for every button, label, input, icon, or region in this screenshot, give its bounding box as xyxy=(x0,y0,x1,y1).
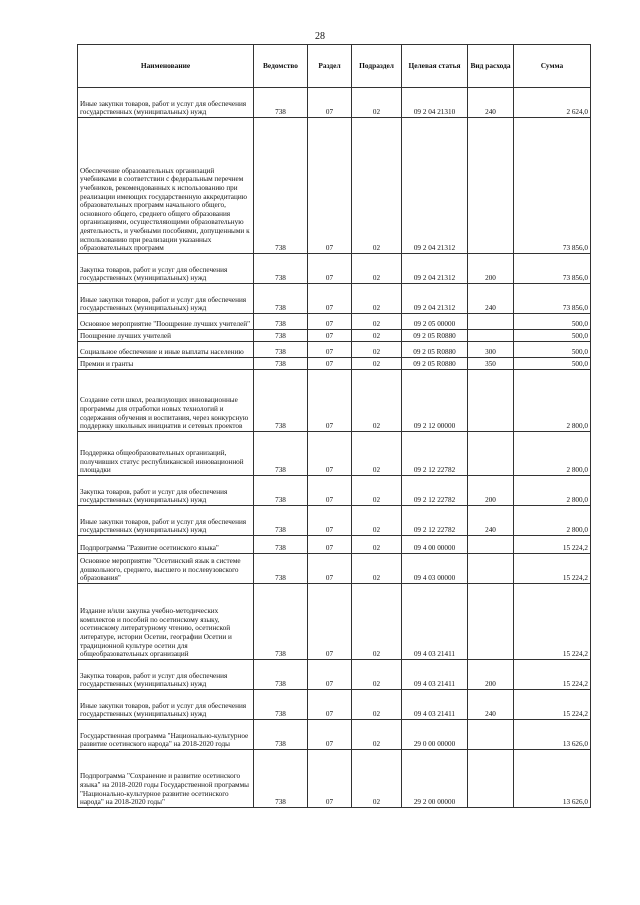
cell-sum: 2 800,0 xyxy=(514,432,591,476)
budget-table xyxy=(77,44,591,808)
cell-target: 09 2 04 21312 xyxy=(402,118,468,254)
cell-dept: 738 xyxy=(254,370,308,432)
cell-subsection: 02 xyxy=(352,254,402,284)
cell-target: 09 2 04 21310 xyxy=(402,88,468,118)
cell-sum: 13 626,0 xyxy=(514,720,591,750)
cell-target: 09 2 05 R0880 xyxy=(402,342,468,358)
cell-section: 07 xyxy=(308,750,352,808)
cell-name: Обеспечение образовательных организаций учебниками в соответствии с федеральным перечнем учебников, рекомендованных к использованию при реализации имеющих государственную аккредитацию образовательных программ начального общего, основного общего, среднего общего образования организациями, осуществляющими образовательную деятельность, и учебными пособиями, допущенными к использованию при реализации указанных образовательных программ xyxy=(78,118,254,254)
cell-subsection: 02 xyxy=(352,118,402,254)
cell-name: Иные закупки товаров, работ и услуг для обеспечения государственных (муниципальных) нужд xyxy=(78,506,254,536)
cell-dept: 738 xyxy=(254,118,308,254)
cell-dept: 738 xyxy=(254,330,308,342)
cell-type xyxy=(468,584,514,660)
cell-subsection: 02 xyxy=(352,476,402,506)
cell-subsection: 02 xyxy=(352,536,402,554)
cell-target: 09 2 12 22782 xyxy=(402,476,468,506)
cell-dept: 738 xyxy=(254,358,308,370)
cell-subsection: 02 xyxy=(352,358,402,370)
cell-dept: 738 xyxy=(254,88,308,118)
cell-section: 07 xyxy=(308,254,352,284)
cell-section: 07 xyxy=(308,476,352,506)
cell-target: 09 4 03 21411 xyxy=(402,584,468,660)
cell-name: Основное мероприятие "Осетинский язык в системе дошкольного, среднего, высшего и послевузовского образования" xyxy=(78,554,254,584)
table-row xyxy=(78,476,591,506)
cell-name: Иные закупки товаров, работ и услуг для обеспечения государственных (муниципальных) нужд xyxy=(78,88,254,118)
cell-target: 09 4 03 21411 xyxy=(402,690,468,720)
table-row xyxy=(78,750,591,808)
cell-type: 240 xyxy=(468,506,514,536)
cell-subsection: 02 xyxy=(352,432,402,476)
table-row xyxy=(78,370,591,432)
cell-dept: 738 xyxy=(254,690,308,720)
cell-section: 07 xyxy=(308,88,352,118)
header-section: Раздел xyxy=(308,45,352,88)
cell-dept: 738 xyxy=(254,506,308,536)
cell-target: 09 4 00 00000 xyxy=(402,536,468,554)
header-target: Целевая статья xyxy=(402,45,468,88)
cell-target: 09 4 03 21411 xyxy=(402,660,468,690)
cell-sum: 2 624,0 xyxy=(514,88,591,118)
cell-section: 07 xyxy=(308,118,352,254)
table-row xyxy=(78,506,591,536)
cell-type: 240 xyxy=(468,88,514,118)
table-row xyxy=(78,432,591,476)
cell-sum: 73 856,0 xyxy=(514,284,591,314)
cell-name: Иные закупки товаров, работ и услуг для обеспечения государственных (муниципальных) нужд xyxy=(78,284,254,314)
cell-target: 29 2 00 00000 xyxy=(402,750,468,808)
cell-section: 07 xyxy=(308,358,352,370)
cell-name: Иные закупки товаров, работ и услуг для обеспечения государственных (муниципальных) нужд xyxy=(78,690,254,720)
cell-sum: 500,0 xyxy=(514,330,591,342)
cell-subsection: 02 xyxy=(352,506,402,536)
cell-sum: 15 224,2 xyxy=(514,584,591,660)
cell-target: 09 4 03 00000 xyxy=(402,554,468,584)
table-row xyxy=(78,118,591,254)
cell-target: 09 2 04 21312 xyxy=(402,284,468,314)
cell-dept: 738 xyxy=(254,254,308,284)
cell-dept: 738 xyxy=(254,720,308,750)
header-subsection: Подраздел xyxy=(352,45,402,88)
header-name: Наименование xyxy=(78,45,254,88)
cell-type xyxy=(468,750,514,808)
table-row xyxy=(78,254,591,284)
cell-sum: 15 224,2 xyxy=(514,660,591,690)
cell-sum: 2 800,0 xyxy=(514,506,591,536)
table-body xyxy=(78,88,591,808)
cell-sum: 500,0 xyxy=(514,314,591,330)
cell-name: Издание и/или закупка учебно-методических комплектов и пособий по осетинскому языку, осетинскому литературному чтению, осетинской литературе, истории Осетии, географии Осетии и традиционной культуре осетин для общеобразовательных организаций xyxy=(78,584,254,660)
cell-name: Поддержка общеобразовательных организаций, получивших статус республиканской инновационной площадки xyxy=(78,432,254,476)
cell-sum: 13 626,0 xyxy=(514,750,591,808)
cell-section: 07 xyxy=(308,660,352,690)
cell-name: Социальное обеспечение и иные выплаты населению xyxy=(78,342,254,358)
cell-subsection: 02 xyxy=(352,284,402,314)
cell-sum: 15 224,2 xyxy=(514,536,591,554)
cell-type: 200 xyxy=(468,660,514,690)
cell-sum: 15 224,2 xyxy=(514,690,591,720)
cell-dept: 738 xyxy=(254,660,308,690)
cell-type: 200 xyxy=(468,476,514,506)
cell-dept: 738 xyxy=(254,432,308,476)
cell-type: 300 xyxy=(468,342,514,358)
cell-sum: 15 224,2 xyxy=(514,554,591,584)
cell-dept: 738 xyxy=(254,750,308,808)
cell-dept: 738 xyxy=(254,554,308,584)
cell-type xyxy=(468,720,514,750)
cell-subsection: 02 xyxy=(352,554,402,584)
cell-sum: 73 856,0 xyxy=(514,118,591,254)
table-row xyxy=(78,720,591,750)
cell-section: 07 xyxy=(308,432,352,476)
cell-target: 09 2 12 22782 xyxy=(402,506,468,536)
cell-target: 09 2 04 21312 xyxy=(402,254,468,284)
cell-type xyxy=(468,432,514,476)
table-row xyxy=(78,314,591,330)
table-row xyxy=(78,660,591,690)
cell-subsection: 02 xyxy=(352,660,402,690)
table-row xyxy=(78,554,591,584)
cell-name: Закупка товаров, работ и услуг для обеспечения государственных (муниципальных) нужд xyxy=(78,254,254,284)
cell-subsection: 02 xyxy=(352,330,402,342)
table-row xyxy=(78,342,591,358)
cell-type xyxy=(468,330,514,342)
header-sum: Сумма xyxy=(514,45,591,88)
table-row xyxy=(78,330,591,342)
cell-type xyxy=(468,314,514,330)
table-row xyxy=(78,88,591,118)
cell-dept: 738 xyxy=(254,314,308,330)
cell-type: 200 xyxy=(468,254,514,284)
cell-subsection: 02 xyxy=(352,370,402,432)
cell-name: Премии и гранты xyxy=(78,358,254,370)
table-row xyxy=(78,690,591,720)
cell-target: 09 2 12 00000 xyxy=(402,370,468,432)
cell-type: 240 xyxy=(468,690,514,720)
cell-subsection: 02 xyxy=(352,342,402,358)
cell-sum: 2 800,0 xyxy=(514,476,591,506)
cell-section: 07 xyxy=(308,554,352,584)
cell-section: 07 xyxy=(308,314,352,330)
table-row xyxy=(78,358,591,370)
cell-type xyxy=(468,536,514,554)
cell-section: 07 xyxy=(308,506,352,536)
header-type: Вид расхода xyxy=(468,45,514,88)
cell-dept: 738 xyxy=(254,342,308,358)
cell-type: 350 xyxy=(468,358,514,370)
cell-name: Государственная программа "Национально-культурное развитие осетинского народа" на 2018-2020 годы xyxy=(78,720,254,750)
cell-section: 07 xyxy=(308,284,352,314)
cell-type: 240 xyxy=(468,284,514,314)
cell-name: Закупка товаров, работ и услуг для обеспечения государственных (муниципальных) нужд xyxy=(78,660,254,690)
cell-section: 07 xyxy=(308,720,352,750)
cell-type xyxy=(468,554,514,584)
cell-name: Закупка товаров, работ и услуг для обеспечения государственных (муниципальных) нужд xyxy=(78,476,254,506)
cell-type xyxy=(468,370,514,432)
cell-section: 07 xyxy=(308,370,352,432)
cell-sum: 500,0 xyxy=(514,358,591,370)
cell-section: 07 xyxy=(308,536,352,554)
page-number: 28 xyxy=(315,31,325,42)
header-row xyxy=(78,45,591,88)
cell-subsection: 02 xyxy=(352,88,402,118)
cell-dept: 738 xyxy=(254,584,308,660)
cell-target: 09 2 05 R0880 xyxy=(402,330,468,342)
cell-section: 07 xyxy=(308,342,352,358)
header-dept: Ведомство xyxy=(254,45,308,88)
cell-section: 07 xyxy=(308,330,352,342)
cell-name: Поощрение лучших учителей xyxy=(78,330,254,342)
cell-dept: 738 xyxy=(254,284,308,314)
table-row xyxy=(78,584,591,660)
table-row xyxy=(78,536,591,554)
cell-sum: 2 800,0 xyxy=(514,370,591,432)
cell-section: 07 xyxy=(308,690,352,720)
table-row xyxy=(78,284,591,314)
cell-target: 09 2 12 22782 xyxy=(402,432,468,476)
cell-name: Подпрограмма "Развитие осетинского языка" xyxy=(78,536,254,554)
cell-subsection: 02 xyxy=(352,314,402,330)
cell-target: 09 2 05 00000 xyxy=(402,314,468,330)
cell-name: Основное мероприятие "Поощрение лучших учителей" xyxy=(78,314,254,330)
cell-dept: 738 xyxy=(254,476,308,506)
cell-subsection: 02 xyxy=(352,720,402,750)
cell-target: 09 2 05 R0880 xyxy=(402,358,468,370)
cell-target: 29 0 00 00000 xyxy=(402,720,468,750)
cell-subsection: 02 xyxy=(352,584,402,660)
cell-name: Создание сети школ, реализующих инновационные программы для отработки новых технологий и содержания обучения и воспитания, через конкурсную поддержку школьных инициатив и сетевых проектов xyxy=(78,370,254,432)
cell-name: Подпрограмма "Сохранение и развитие осетинского языка" на 2018-2020 годы Государственной программы "Национально-культурное развитие осетинского народа" на 2018-2020 годы" xyxy=(78,750,254,808)
cell-sum: 500,0 xyxy=(514,342,591,358)
cell-section: 07 xyxy=(308,584,352,660)
cell-sum: 73 856,0 xyxy=(514,254,591,284)
cell-type xyxy=(468,118,514,254)
cell-subsection: 02 xyxy=(352,690,402,720)
cell-subsection: 02 xyxy=(352,750,402,808)
cell-dept: 738 xyxy=(254,536,308,554)
